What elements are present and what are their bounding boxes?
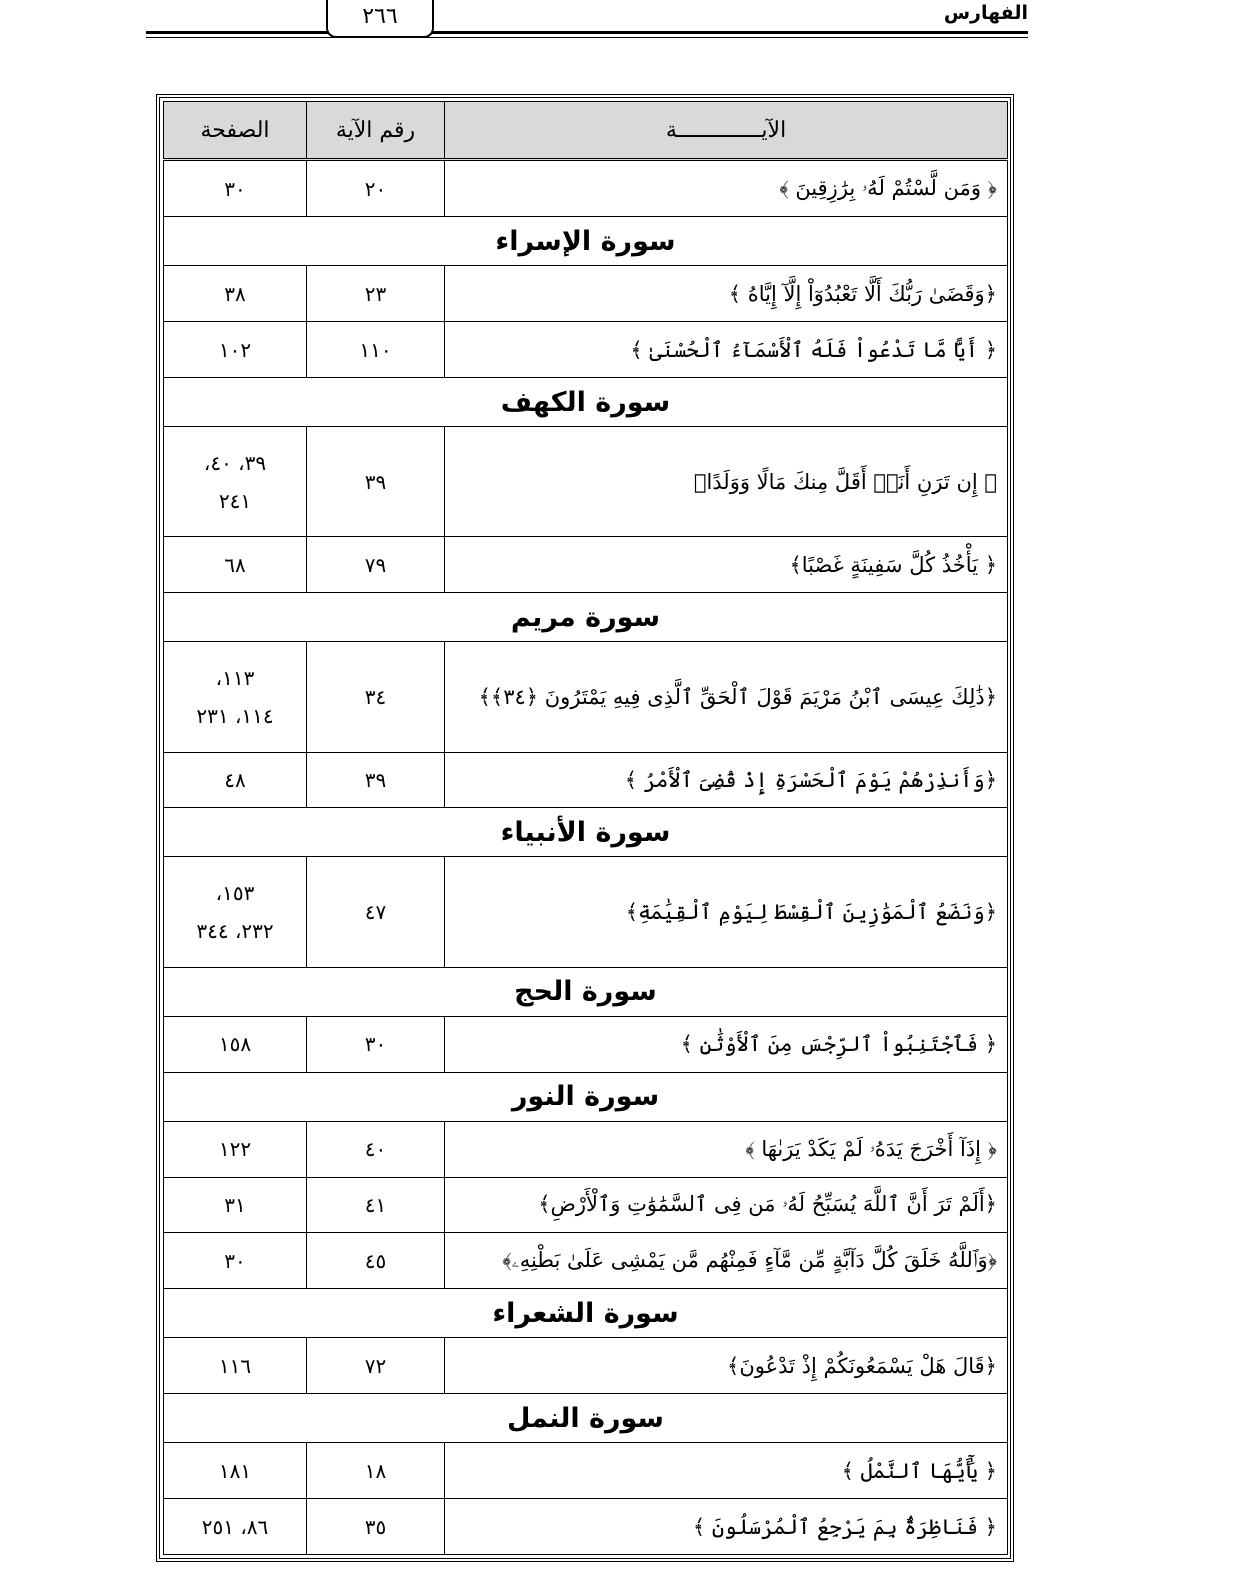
page-references: ١٠٢: [164, 322, 307, 378]
table-row: [164, 1499, 1008, 1555]
table-row: [164, 427, 1008, 537]
ayah-number: ٣٩: [307, 427, 445, 537]
table-row: [164, 537, 1008, 593]
page-references: ٣١: [164, 1177, 307, 1233]
ayah-number: ١٨: [307, 1443, 445, 1499]
ayah-text: ﴿وَنَضَعُ ٱلْمَوَٰزِينَ ٱلْقِسْطَ لِيَوْمِ ٱلْقِيَٰمَةِ﴾: [445, 857, 1008, 967]
sura-heading-row: [164, 967, 1008, 1016]
table-row: [164, 1233, 1008, 1289]
sura-title: سورة الحج: [164, 967, 1008, 1016]
page-reference-line: ٢٤١: [218, 488, 252, 513]
ayah-text: ﴿وَقَضَىٰ رَبُّكَ أَلَّا تَعْبُدُوٓاْ إِلَّآ إِيَّاهُ ﴾: [445, 266, 1008, 322]
ayah-text: ﴿وَٱللَّهُ خَلَقَ كُلَّ دَآبَّةٍ مِّن مَّآءٍ فَمِنْهُم مَّن يَمْشِى عَلَىٰ بَطْنِهِۦ﴾: [445, 1233, 1008, 1289]
ayah-text: ﴿ فَنَاظِرَةٌۢ بِمَ يَرْجِعُ ٱلْمُرْسَلُونَ ﴾: [445, 1499, 1008, 1555]
header-rule-thin: [146, 37, 1028, 38]
ayah-number: ٧٩: [307, 537, 445, 593]
ayah-number: ١١٠: [307, 322, 445, 378]
sura-title: سورة النمل: [164, 1394, 1008, 1443]
page-references: ٦٨: [164, 537, 307, 593]
ayah-number: ٤٧: [307, 857, 445, 967]
page-references: [164, 642, 307, 752]
page-references: ٤٨: [164, 752, 307, 808]
page-references: ١٨١: [164, 1443, 307, 1499]
table-row: [164, 857, 1008, 967]
sura-title: سورة الشعراء: [164, 1289, 1008, 1338]
sura-title: سورة الكهف: [164, 378, 1008, 427]
page-references: ٣٨: [164, 266, 307, 322]
ayah-text: ﴿ذَٰلِكَ عِيسَى ٱبْنُ مَرْيَمَ قَوْلَ ٱلْحَقِّ ٱلَّذِى فِيهِ يَمْتَرُونَ ﴿٣٤﴾﴾: [445, 642, 1008, 752]
sura-heading-row: [164, 378, 1008, 427]
table-row: [164, 1016, 1008, 1072]
ayah-text: ﴿ إِذَآ أَخْرَجَ يَدَهُۥ لَمْ يَكَدْ يَرَىٰهَا ﴾: [445, 1121, 1008, 1177]
ayah-number: ٤١: [307, 1177, 445, 1233]
ayah-number: ٣٩: [307, 752, 445, 808]
ayah-text: ﴿ فَٱجْتَنِبُواْ ٱلرِّجْسَ مِنَ ٱلْأَوْثَٰنِ ﴾: [445, 1016, 1008, 1072]
table-row: [164, 160, 1008, 217]
ayah-text: ﴿ يَٰٓأَيُّهَا ٱلنَّمْلُ ﴾: [445, 1443, 1008, 1499]
header-rule: [146, 31, 1028, 34]
ayah-text: ﴿قَالَ هَلْ يَسْمَعُونَكُمْ إِذْ تَدْعُونَ﴾: [445, 1338, 1008, 1394]
sura-title: سورة النور: [164, 1072, 1008, 1121]
page-references: ١٥٨: [164, 1016, 307, 1072]
ayah-number: ٢٣: [307, 266, 445, 322]
page-references: ١١٦: [164, 1338, 307, 1394]
table-row: [164, 1443, 1008, 1499]
table-row: [164, 1121, 1008, 1177]
ayah-text: ﴿ وَمَن لَّسْتُمْ لَهُۥ بِرَٰزِقِينَ ﴾: [445, 160, 1008, 217]
ayah-number: ٣٤: [307, 642, 445, 752]
section-title: الفهارس: [943, 2, 1028, 24]
sura-heading-row: [164, 808, 1008, 857]
page-header: [146, 0, 1028, 42]
ayah-number: ٢٠: [307, 160, 445, 217]
ayah-text: ﴿ إِن تَرَنِ أَنَا۠ أَقَلَّ مِنكَ مَالًا وَوَلَدًا﴾: [445, 427, 1008, 537]
table-row: [164, 1338, 1008, 1394]
table-row: [164, 752, 1008, 808]
page-references: ٣٠: [164, 160, 307, 217]
sura-heading-row: [164, 1072, 1008, 1121]
page-references: ٣٠: [164, 1233, 307, 1289]
column-header-ayah: الآيـــــــــــــة: [445, 102, 1008, 160]
page-references: ٨٦، ٢٥١: [164, 1499, 307, 1555]
page-reference-line: ١١٤، ٢٣١: [196, 703, 274, 728]
ayah-text: ﴿وَأَنذِرْهُمْ يَوْمَ ٱلْحَسْرَةِ إِذْ قُضِىَ ٱلْأَمْرُ ﴾: [445, 752, 1008, 808]
page-reference-line: ٣٩، ٤٠،: [203, 450, 267, 475]
page-references: [164, 857, 307, 967]
table-row: [164, 642, 1008, 752]
page-reference-line: ١٥٣،: [215, 881, 255, 906]
verse-index-table-frame: [156, 94, 1014, 1562]
page-number: ٢٦٦: [326, 0, 434, 38]
sura-title: سورة مريم: [164, 593, 1008, 642]
ayah-number: ٧٢: [307, 1338, 445, 1394]
ayah-text: ﴿ أَيًّا مَّا تَدْعُواْ فَلَهُ ٱلْأَسْمَآءُ ٱلْحُسْنَىٰ ﴾: [445, 322, 1008, 378]
ayah-text: ﴿أَلَمْ تَرَ أَنَّ ٱللَّهَ يُسَبِّحُ لَهُۥ مَن فِى ٱلسَّمَٰوَٰتِ وَٱلْأَرْضِ﴾: [445, 1177, 1008, 1233]
sura-heading-row: [164, 593, 1008, 642]
page-references: [164, 427, 307, 537]
ayah-number: ٤٠: [307, 1121, 445, 1177]
page-reference-line: ٢٣٢، ٣٤٤: [196, 919, 274, 944]
table-row: [164, 322, 1008, 378]
page-references: ١٢٢: [164, 1121, 307, 1177]
page-reference-line: ١١٣،: [215, 665, 255, 690]
sura-heading-row: [164, 217, 1008, 266]
sura-heading-row: [164, 1289, 1008, 1338]
ayah-text: ﴿ يَأْخُذُ كُلَّ سَفِينَةٍ غَصْبًا﴾: [445, 537, 1008, 593]
ayah-number: ٣٠: [307, 1016, 445, 1072]
sura-title: سورة الإسراء: [164, 217, 1008, 266]
sura-heading-row: [164, 1394, 1008, 1443]
table-body: [164, 160, 1008, 1555]
ayah-number: ٤٥: [307, 1233, 445, 1289]
verse-index-table: [163, 101, 1008, 1555]
column-header-ayah-number: رقم الآية: [307, 102, 445, 160]
ayah-number: ٣٥: [307, 1499, 445, 1555]
sura-title: سورة الأنبياء: [164, 808, 1008, 857]
table-row: [164, 266, 1008, 322]
table-header-row: [164, 102, 1008, 160]
table-row: [164, 1177, 1008, 1233]
column-header-page: الصفحة: [164, 102, 307, 160]
